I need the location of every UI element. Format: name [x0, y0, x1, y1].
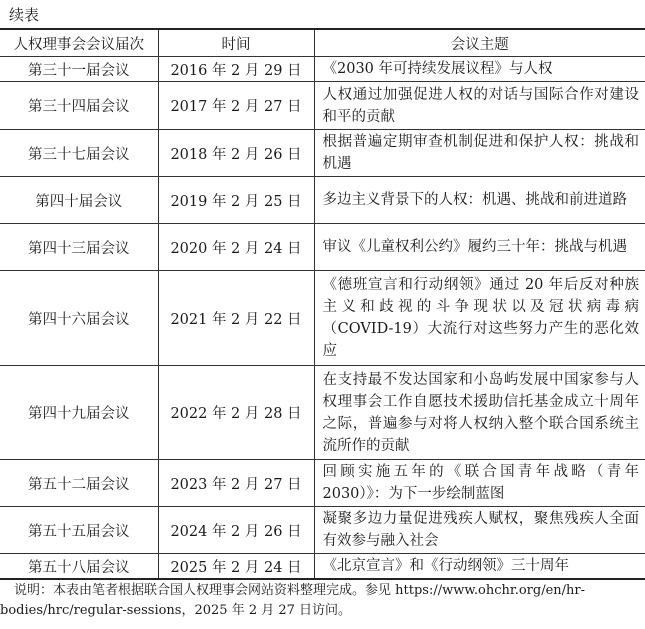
session-cell: 第五十五届会议	[0, 507, 158, 554]
date-cell: 2020 年 2 月 24 日	[158, 224, 314, 271]
date-cell: 2017 年 2 月 27 日	[158, 82, 314, 130]
theme-cell: 《2030 年可持续发展议程》与人权	[314, 57, 645, 82]
table-note	[0, 581, 645, 621]
session-cell: 第三十七届会议	[0, 130, 158, 177]
header-theme: 会议主题	[314, 29, 645, 57]
theme-cell: 《德班宣言和行动纲领》通过 20 年后反对种族主义和歧视的斗争现状以及冠状病毒病（COVID-19）大流行对这些努力产生的恶化效应	[314, 271, 645, 366]
date-cell: 2018 年 2 月 26 日	[158, 130, 314, 177]
theme-cell: 在支持最不发达国家和小岛屿发展中国家参与人权理事会工作自愿技术援助信托基金成立十周年之际，普遍参与对将人权纳入整个联合国系统主流所作的贡献	[314, 366, 645, 460]
session-cell: 第四十三届会议	[0, 224, 158, 271]
date-cell: 2021 年 2 月 22 日	[158, 271, 314, 366]
table-row	[0, 130, 645, 177]
table-row	[0, 177, 645, 224]
date-cell: 2022 年 2 月 28 日	[158, 366, 314, 460]
session-cell: 第三十四届会议	[0, 82, 158, 130]
sessions-table	[0, 28, 645, 580]
table-row	[0, 460, 645, 507]
table-row	[0, 271, 645, 366]
session-cell: 第四十届会议	[0, 177, 158, 224]
theme-cell: 审议《儿童权利公约》履约三十年：挑战与机遇	[314, 224, 645, 271]
date-cell: 2025 年 2 月 24 日	[158, 554, 314, 580]
date-cell: 2023 年 2 月 27 日	[158, 460, 314, 507]
note-line: 说明：本表由笔者根据联合国人权理事会网站资料整理完成。参见 https://www.ohchr.org/en/hr-	[14, 583, 585, 598]
table-row	[0, 554, 645, 580]
session-cell: 第五十八届会议	[0, 554, 158, 580]
header-date: 时间	[158, 29, 314, 57]
date-cell: 2016 年 2 月 29 日	[158, 57, 314, 82]
table-caption: 续表	[9, 6, 40, 24]
session-cell: 第五十二届会议	[0, 460, 158, 507]
note-line: bodies/hrc/regular-sessions，2025 年 2 月 27 日访问。	[0, 603, 352, 618]
table-row	[0, 57, 645, 82]
theme-cell: 根据普遍定期审查机制促进和保护人权：挑战和机遇	[314, 130, 645, 177]
table-row	[0, 224, 645, 271]
theme-cell: 凝聚多边力量促进残疾人赋权，聚焦残疾人全面有效参与融入社会	[314, 507, 645, 554]
table-row	[0, 366, 645, 460]
date-cell: 2019 年 2 月 25 日	[158, 177, 314, 224]
session-cell: 第三十一届会议	[0, 57, 158, 82]
theme-cell: 回顾实施五年的《联合国青年战略（青年 2030）》：为下一步绘制蓝图	[314, 460, 645, 507]
session-cell: 第四十六届会议	[0, 271, 158, 366]
session-cell: 第四十九届会议	[0, 366, 158, 460]
header-row	[0, 29, 645, 57]
table-row	[0, 82, 645, 130]
date-cell: 2024 年 2 月 26 日	[158, 507, 314, 554]
header-session: 人权理事会会议届次	[0, 29, 158, 57]
theme-cell: 多边主义背景下的人权：机遇、挑战和前进道路	[314, 177, 645, 224]
theme-cell: 人权通过加强促进人权的对话与国际合作对建设和平的贡献	[314, 82, 645, 130]
table-row	[0, 507, 645, 554]
theme-cell: 《北京宣言》和《行动纲领》三十周年	[314, 554, 645, 580]
